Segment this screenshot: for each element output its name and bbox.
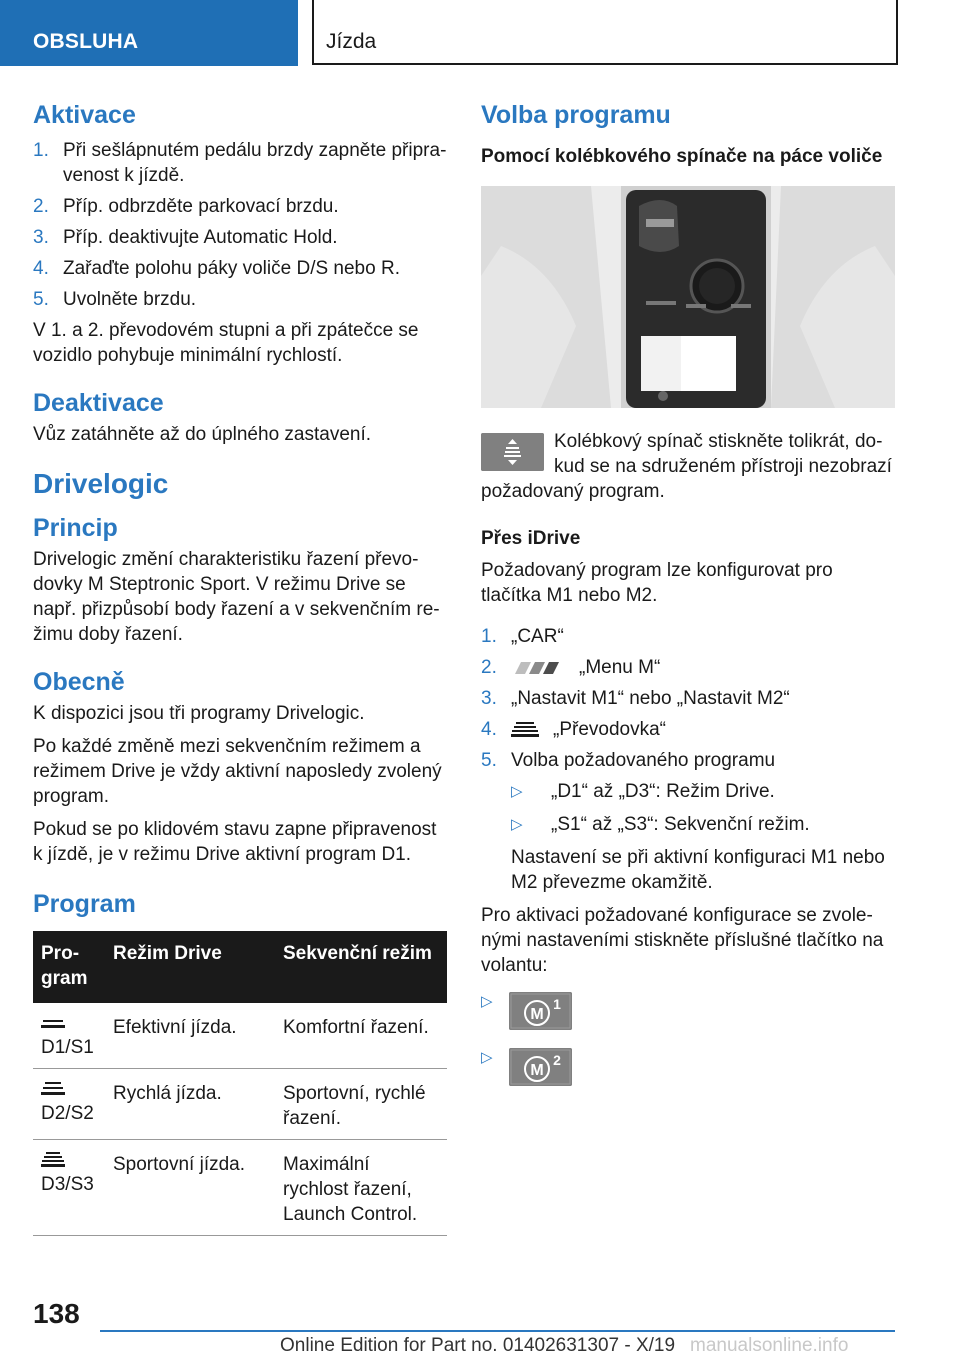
m-stripes-icon [511, 659, 567, 677]
col-header-program: Program [33, 931, 105, 1003]
table-row [33, 1140, 447, 1236]
list-item: 5. Uvolněte brzdu. [33, 289, 197, 310]
gear-selector-photo [481, 186, 895, 408]
list-item: 3. Příp. deaktivujte Automatic Hold. [33, 227, 338, 248]
rocker-switch-icon [481, 433, 544, 471]
bullet-triangle-icon: ▷ [511, 816, 523, 833]
right-column [481, 100, 895, 1104]
col-header-drive: Režim Drive [105, 931, 275, 1003]
sub-note: Nastavení se při aktivní konfiguraci M1 nebo M2 převezme okamžitě. [511, 847, 885, 893]
bullet-triangle-icon: ▷ [511, 783, 523, 800]
header-section [0, 0, 298, 66]
table-cell: Efektivní jízda. [105, 1003, 275, 1069]
list-item: 1. „CAR“ [481, 626, 564, 647]
footer-edition: Online Edition for Part no. 01402631307 - X/19 [280, 1335, 676, 1356]
table-cell: D3/S3 [33, 1140, 105, 1236]
col-header-seq: Sekvenční režim [275, 931, 447, 1003]
list-item: 2. Příp. odbrzděte parkovací brzdu. [33, 196, 339, 217]
idrive-steps [481, 624, 895, 895]
rocker-text: Kolébkový spínač stiskněte tolikrát, dokud se na sdruženém přístroji nezobrazí požadovaný program. [481, 431, 892, 502]
list-item: 3. „Nastavit M1“ nebo „Nastavit M2“ [481, 688, 790, 709]
list-item: 5. Volba požadovaného programu ▷ „D1“ až „D3“: Režim Drive. ▷ „S1“ až „S3“: Sekvenční režim. Nastavení se při aktivní konfiguraci M1 nebo M2 převezme okamžitě. [481, 748, 895, 895]
bullet-triangle-icon: ▷ [481, 993, 493, 1010]
idrive-intro: Požadovaný program lze konfigurovat pro tlačítka M1 nebo M2. [481, 560, 833, 606]
obecne-p1: K dispozici jsou tři programy Drivelogic. [33, 703, 365, 724]
gearbox-icon [511, 721, 539, 739]
svg-text:2: 2 [553, 1052, 561, 1068]
left-column [33, 100, 447, 1236]
table-cell: Rychlá jízda. [105, 1069, 275, 1140]
list-item: ▷ „D1“ až „D3“: Režim Drive. [511, 781, 775, 802]
deaktivace-text: Vůz zatáhněte až do úplného zastavení. [33, 424, 372, 445]
table-cell: Sportovní jízda. [105, 1140, 275, 1236]
heading-aktivace: Aktivace [33, 101, 136, 129]
m1-button-icon [509, 992, 572, 1030]
table-cell: Maximální rychlost řazení, Launch Control. [275, 1140, 447, 1236]
chapter-title: Jízda [326, 30, 377, 53]
list-item [481, 992, 895, 1032]
table-header-row [33, 931, 447, 1003]
svg-text:M: M [530, 1062, 544, 1079]
watermark: manualsonline.info [690, 1335, 849, 1356]
steering-buttons [481, 992, 895, 1088]
activation-text: Pro aktivaci požadované konfigurace se zvolenými nastaveními stiskněte příslušné tlačítko na volantu: [481, 905, 884, 976]
aktivace-note: V 1. a 2. převodovém stupni a při zpátečce se vozidlo pohybuje minimální rychlostí. [33, 320, 419, 366]
header-chapter [312, 0, 898, 65]
heading-princip: Princip [33, 514, 118, 542]
program-table [33, 931, 447, 1236]
m2-button-icon [509, 1048, 572, 1086]
page-number: 138 [33, 1298, 80, 1329]
princip-text: Drivelogic změní charakteristiku řazení převodovky M Steptronic Sport. V režimu Drive se např. přizpůsobí body řazení a v sekvenčním režimu doby řazení. [33, 549, 440, 645]
list-item: 1. Při sešlápnutém pedálu brzdy zapněte připravenost k jízdě. [33, 140, 447, 186]
rocker-instruction [481, 429, 895, 504]
obecne-p3: Pokud se po klidovém stavu zapne připravenost k jízdě, je v režimu Drive aktivní program D1. [33, 819, 437, 865]
table-row [33, 1069, 447, 1140]
list-item: 4. „Převodovka“ [481, 719, 666, 740]
heading-program: Program [33, 890, 136, 918]
table-cell: D1/S1 [33, 1003, 105, 1069]
table-row [33, 1003, 447, 1069]
aktivace-steps [33, 138, 447, 312]
bullet-triangle-icon: ▷ [481, 1049, 493, 1066]
list-item: 4. Zařaďte polohu páky voliče D/S nebo R. [33, 258, 400, 279]
heading-drivelogic: Drivelogic [33, 468, 169, 499]
table-cell: Komfortní řazení. [275, 1003, 447, 1069]
table-cell: Sportovní, rychlé řazení. [275, 1069, 447, 1140]
svg-text:M: M [530, 1006, 544, 1023]
gear-level-2-icon [41, 1081, 65, 1097]
footer-rule [100, 1330, 895, 1332]
heading-volba: Volba programu [481, 101, 671, 129]
subheading-idrive: Přes iDrive [481, 528, 581, 549]
list-item [481, 1048, 895, 1088]
table-cell: D2/S2 [33, 1069, 105, 1140]
list-item: 2. „Menu M“ [481, 657, 661, 678]
program-options [511, 779, 895, 837]
obecne-p2: Po každé změně mezi sekvenčním režimem a režimem Drive je vždy aktivní naposledy zvolený program. [33, 736, 442, 807]
svg-text:1: 1 [553, 996, 561, 1012]
gear-level-3-icon [41, 1152, 65, 1168]
section-title: OBSLUHA [33, 30, 139, 53]
heading-deaktivace: Deaktivace [33, 389, 164, 417]
gear-level-1-icon [41, 1015, 65, 1031]
subheading-rocker: Pomocí kolébkového spínače na páce voliče [481, 146, 883, 167]
list-item: ▷ „S1“ až „S3“: Sekvenční režim. [511, 814, 810, 835]
heading-obecne: Obecně [33, 668, 125, 696]
